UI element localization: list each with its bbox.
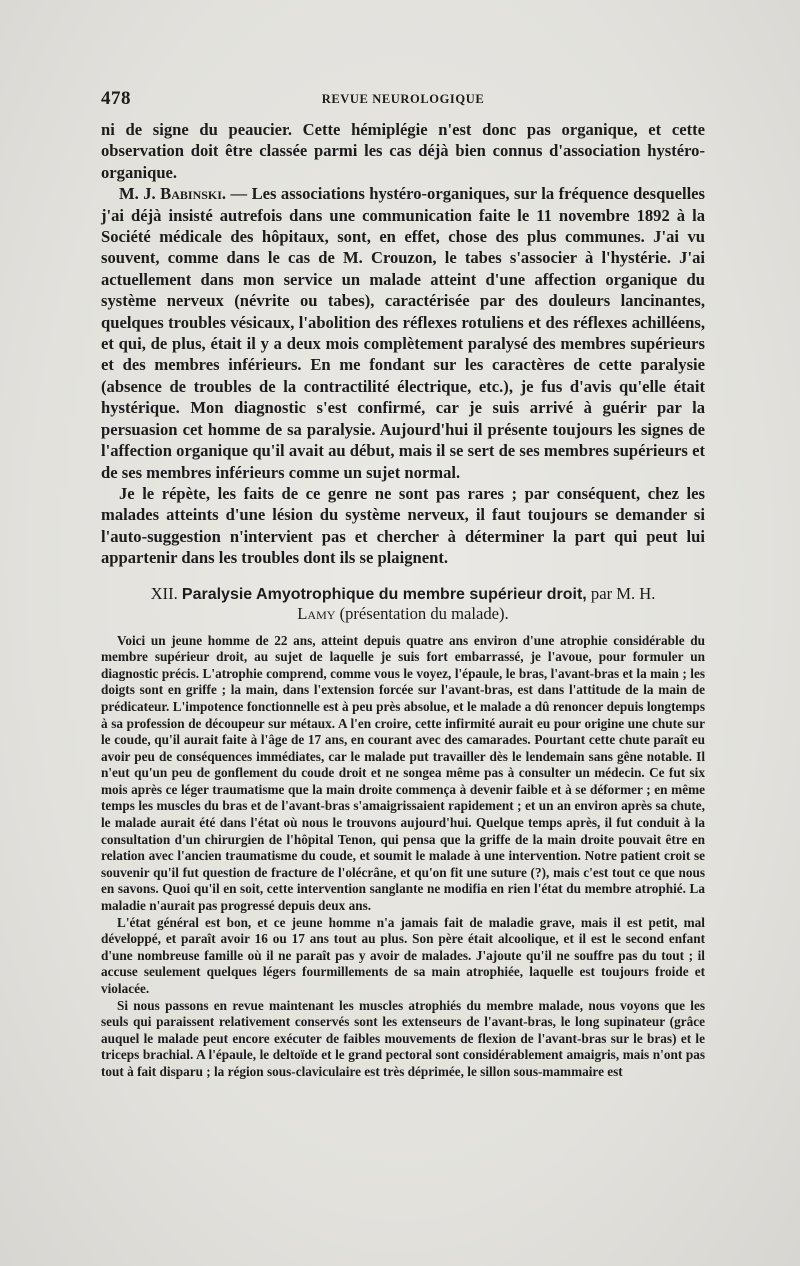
section-title: Paralysie Amyotrophique du membre supérieur droit, [181,585,587,603]
case-paragraph-general-state: L'état général est bon, et ce jeune homme n'a jamais fait de maladie grave, mais il est petit, mal développé, et paraît avoir 16 ou 17 ans tout au plus. Son père était alcoolique, et il est le second enfant d'une nombreuse famille où il ne paraît pas y avoir de malades. J'ajoute qu'il ne souffre pas du tout ; il accuse seulement quelques légers fourmillements de sa main atrophiée, laquelle est toujours froide et violacée. [101,914,705,996]
section-author-line [101,604,705,623]
section-heading [101,584,705,623]
section-subtitle: (présentation du malade). [335,603,509,623]
page-body [101,119,705,1081]
paragraph-babinski-text: — Les associations hystéro-organiques, sur la fréquence desquelles j'ai déjà insisté autrefois dans une communication faite le 11 novembre 1892 à la Société médicale des hôpitaux, sont, en effet, chose des plus communes. J'ai vu souvent, comme dans le cas de M. Crouzon, le tabes s'associer à l'hystérie. J'ai actuellement dans mon service un malade atteint d'une affection organique du système nerveux (névrite ou tabes), caractérisée par des douleurs lancinantes, quelques troubles vésicaux, l'abolition des réflexes rotuliens et des réflexes achilléens, et qui, de plus, était il y a deux mois complètement paralysé des membres supérieurs et des membres inférieurs. En me fondant sur les caractères de cette paralysie (absence de troubles de la contractilité électrique, etc.), je fus d'avis qu'elle était hystérique. Mon diagnostic s'est confirmé, car je suis arrivé à guérir par la persuasion cet homme de sa paralysie. Aujourd'hui il présente toujours les signes de l'affection organique qu'il avait au début, mais il se sert de ses membres supérieurs et de ses membres inférieurs comme un sujet normal. [101,184,705,482]
case-report [101,633,705,1081]
paragraph-auto-suggestion: Je le répète, les faits de ce genre ne sont pas rares ; par conséquent, chez les malades atteints d'une lésion du système nerveux, il faut toujours se demander si l'auto-suggestion n'intervient pas et chercher à déterminer la part qui peut lui appartenir dans les troubles dont ils se plaignent. [101,483,705,568]
speaker-name: M. J. Babinski. [119,184,227,204]
paragraph-babinski [101,183,705,483]
running-head: REVUE NEUROLOGIQUE [321,92,485,106]
paragraph-hemiplegia-conclusion: ni de signe du peaucier. Cette hémiplégie n'est donc pas organique, et cette observation doit être classée parmi les cas déjà bien connus d'association hystéro-organique. [101,120,705,182]
section-by: par M. H. [590,583,656,603]
page-number: 478 [101,88,131,109]
case-paragraph-muscles: Si nous passons en revue maintenant les muscles atrophiés du membre malade, nous voyons que les seuls qui paraissent relativement conservés sont les extenseurs de l'avant-bras, le long supinateur (grâce auquel le malade peut encore exécuter de faibles mouvements de flexion de l'avant-bras sur le bras) et le triceps brachial. A l'épaule, le deltoïde et le grand pectoral sont considérablement amaigris, mais n'ont pas tout à fait disparu ; la région sous-claviculaire est très déprimée, le sillon sous-mammaire est [101,997,705,1079]
case-paragraph-history: Voici un jeune homme de 22 ans, atteint depuis quatre ans environ d'une atrophie considérable du membre supérieur droit, au sujet de laquelle je suis fort embarrassé, je l'avoue, pour formuler un diagnostic précis. L'atrophie comprend, comme vous le voyez, l'épaule, le bras, l'avant-bras et la main ; les doigts sont en griffe ; la main, dans l'extension forcée sur l'avant-bras, est dans l'attitude de la main de prédicateur. L'impotence fonctionnelle est à peu près absolue, et le malade a dû renoncer depuis longtemps à sa profession de découpeur sur métaux. A l'en croire, cette infirmité aurait eu pour origine une chute sur le coude, qu'il aurait faite à l'âge de 17 ans, en courant avec des camarades. Pourtant cette chute paraît eu avoir peu de conséquences immédiates, car le malade put travailler dès le lendemain sans gêne notable. Il n'eut qu'un peu de gonflement du coude droit et ne songea même pas à consulter un médecin. Ce fut six mois après ce léger traumatisme que la main droite commença à devenir faible et à se déformer ; en même temps les muscles du bras et de l'avant-bras s'amaigrissaient rapidement ; et un an environ après sa chute, le malade aurait été dans l'état où nous le trouvons aujourd'hui. Quelque temps après, il fut conduit à la consultation d'un chirurgien de l'hôpital Tenon, qui pensa que la griffe de la main droite pouvait être en relation avec l'ancien traumatisme du coude, et soumit le malade à une intervention. Notre patient croit se souvenir qu'il fut question de fracture de l'olécrâne, et qu'on fit une suture (?), mais c'est tout ce que nous en savons. Quoi qu'il en soit, cette intervention sanglante ne modifia en rien l'état du membre atrophié. La maladie n'aurait pas progressé depuis deux ans. [101,632,705,914]
section-number: XII. [150,583,178,603]
page-header [101,88,705,110]
section-author: Lamy [297,603,336,623]
